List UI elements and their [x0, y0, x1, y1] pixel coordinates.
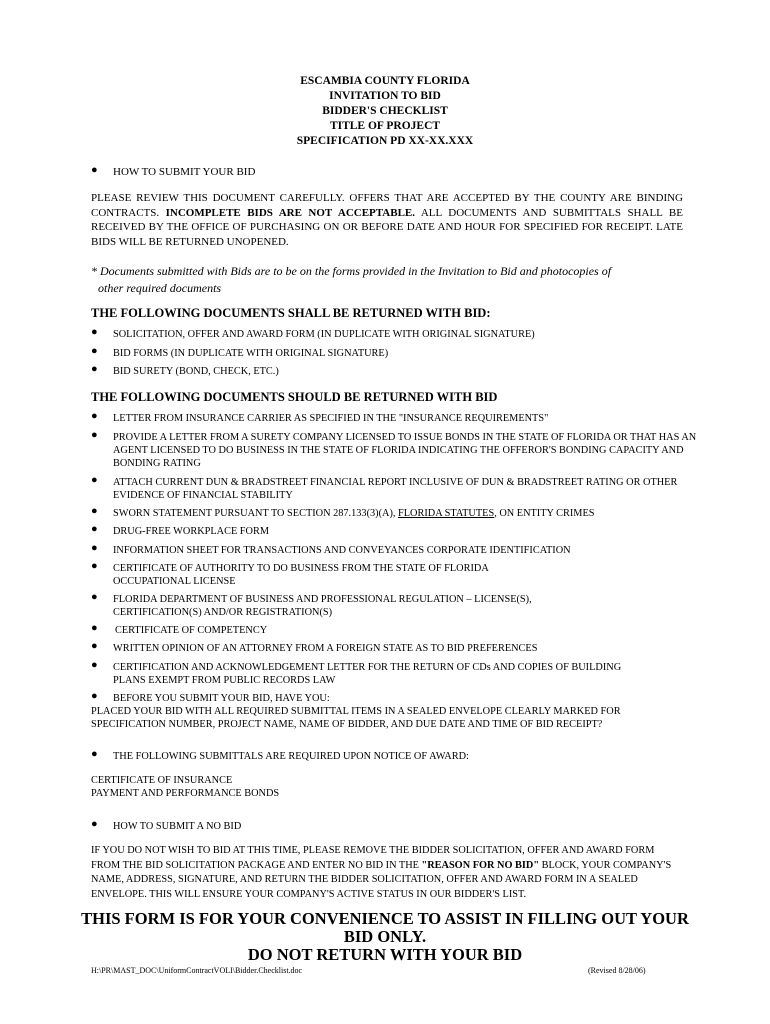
how-to-submit-heading: HOW TO SUBMIT YOUR BID: [113, 166, 256, 178]
list-item: LETTER FROM INSURANCE CARRIER AS SPECIFIED IN THE "INSURANCE REQUIREMENTS": [113, 413, 549, 424]
bullet-icon: ●: [91, 474, 98, 486]
header-checklist: BIDDER'S CHECKLIST: [322, 105, 448, 117]
list-item: ATTACH CURRENT DUN & BRADSTREET FINANCIAL REPORT INCLUSIVE OF DUN & BRADSTREET RATING OR OTHER EVIDENCE OF FINANCIAL STABILITY: [113, 477, 678, 501]
list-item: CERTIFICATE OF AUTHORITY TO DO BUSINESS FROM THE STATE OF FLORIDA OCCUPATIONAL LICENSE: [113, 563, 489, 587]
list-item: SOLICITATION, OFFER AND AWARD FORM (IN DUPLICATE WITH ORIGINAL SIGNATURE): [113, 329, 535, 340]
bullet-icon: ●: [91, 690, 98, 702]
file-path: H:\PR\MAST_DOC\UniformContractVOLI\Bidder.Checklist.doc: [91, 966, 303, 975]
reason-for-no-bid-label: "REASON FOR NO BID": [421, 859, 540, 871]
no-bid-heading: HOW TO SUBMIT A NO BID: [113, 821, 242, 832]
bullet-icon: ●: [91, 429, 98, 441]
florida-statutes-link[interactable]: FLORIDA STATUTES: [398, 508, 495, 519]
bullet-icon: ●: [91, 326, 98, 338]
bullet-icon: ●: [91, 560, 98, 572]
footer-bid-only: BID ONLY.: [343, 927, 427, 946]
bullet-icon: ●: [91, 363, 98, 375]
revision-date: (Revised 8/28/06): [588, 966, 646, 975]
footer-notice: [0, 910, 770, 964]
bullet-icon: ●: [91, 659, 98, 671]
list-item: INFORMATION SHEET FOR TRANSACTIONS AND CONVEYANCES CORPORATE IDENTIFICATION: [113, 545, 571, 556]
list-item: WRITTEN OPINION OF AN ATTORNEY FROM A FOREIGN STATE AS TO BID PREFERENCES: [113, 643, 538, 654]
list-item: SWORN STATEMENT PURSUANT TO SECTION 287.133(3)(A), FLORIDA STATUTES, ON ENTITY CRIMES: [113, 508, 595, 519]
header-project-title: TITLE OF PROJECT: [329, 120, 441, 132]
document-title: [0, 74, 770, 149]
bullet-icon: ●: [91, 542, 98, 554]
bullet-icon: ●: [91, 591, 98, 603]
documents-note: * Documents submitted with Bids are to be on the forms provided in the Invitation to Bid and photocopies of other required documents: [91, 264, 612, 295]
list-item: CERTIFICATE OF COMPETENCY: [115, 625, 268, 636]
should-heading: THE FOLLOWING DOCUMENTS SHOULD BE RETURNED WITH BID: [91, 390, 498, 404]
footer-convenience: THIS FORM IS FOR YOUR CONVENIENCE TO ASSIST IN FILLING OUT YOUR: [81, 909, 689, 928]
no-bid-paragraph: IF YOU DO NOT WISH TO BID AT THIS TIME, PLEASE REMOVE THE BIDDER SOLICITATION, OFFER AND AWARD FORM FROM THE BID SOLICITATION PACKAGE AND ENTER NO BID IN THE "REASON FOR NO BID" BLOCK, YOUR COMPANY'S NAME, ADDRESS, SIGNATURE, AND RETURN THE BIDDER SOLICITATION, OFFER AND AWARD FORM IN A SEALED ENVELOPE. THIS WILL ENSURE YOUR COMPANY'S ACTIVE STATUS IN OUR BIDDER'S LIST.: [91, 845, 672, 900]
bullet-icon: ●: [91, 505, 98, 517]
placed-bid-question: PLACED YOUR BID WITH ALL REQUIRED SUBMITTAL ITEMS IN A SEALED ENVELOPE CLEARLY MARKED FOR SPECIFICATION NUMBER, PROJECT NAME, NAME OF BIDDER, AND DUE DATE AND TIME OF BID RECEIPT?: [91, 706, 621, 731]
bullet-icon: ●: [91, 164, 98, 176]
list-item: FLORIDA DEPARTMENT OF BUSINESS AND PROFESSIONAL REGULATION – LICENSE(S), CERTIFICATION(S) AND/OR REGISTRATION(S): [113, 594, 532, 618]
bullet-icon: ●: [91, 410, 98, 422]
footer-do-not-return: DO NOT RETURN WITH YOUR BID: [247, 945, 523, 964]
bullet-icon: ●: [91, 345, 98, 357]
review-paragraph: PLEASE REVIEW THIS DOCUMENT CAREFULLY. OFFERS THAT ARE ACCEPTED BY THE COUNTY ARE BINDING CONTRACTS. INCOMPLETE BIDS ARE NOT ACCEPTABLE. ALL DOCUMENTS AND SUBMITTALS SHALL BE RECEIVED BY THE OFFICE OF PURCHASING ON OR BEFORE DATE AND HOUR FOR SPECIFIED FOR RECEIPT. LATE BIDS WILL BE RETURNED UNOPENED.: [91, 192, 683, 248]
list-item: BID SURETY (BOND, CHECK, ETC.): [113, 366, 279, 377]
incomplete-bids-warning: INCOMPLETE BIDS ARE NOT ACCEPTABLE.: [165, 206, 415, 219]
bullet-icon: ●: [91, 523, 98, 535]
bullet-icon: ●: [91, 748, 98, 760]
header-invitation: INVITATION TO BID: [329, 90, 441, 102]
award-items: [91, 774, 691, 801]
list-item: CERTIFICATION AND ACKNOWLEDGEMENT LETTER FOR THE RETURN OF CDs AND COPIES OF BUILDING PLANS EXEMPT FROM PUBLIC RECORDS LAW: [113, 662, 622, 686]
list-item: PAYMENT AND PERFORMANCE BONDS: [91, 788, 280, 800]
header-county: ESCAMBIA COUNTY FLORIDA: [300, 75, 470, 87]
header-specification: SPECIFICATION PD XX-XX.XXX: [296, 135, 474, 147]
bullet-icon: ●: [91, 640, 98, 652]
bullet-icon: ●: [91, 622, 98, 634]
list-item: DRUG-FREE WORKPLACE FORM: [113, 526, 269, 537]
list-item: BEFORE YOU SUBMIT YOUR BID, HAVE YOU:: [113, 693, 330, 704]
award-submittals-heading: THE FOLLOWING SUBMITTALS ARE REQUIRED UPON NOTICE OF AWARD:: [113, 751, 469, 762]
bullet-icon: ●: [91, 818, 98, 830]
list-item: BID FORMS (IN DUPLICATE WITH ORIGINAL SIGNATURE): [113, 348, 389, 359]
list-item: CERTIFICATE OF INSURANCE: [91, 775, 233, 786]
shall-heading: THE FOLLOWING DOCUMENTS SHALL BE RETURNED WITH BID:: [91, 306, 491, 320]
list-item: PROVIDE A LETTER FROM A SURETY COMPANY LICENSED TO ISSUE BONDS IN THE STATE OF FLORIDA OR THAT HAS AN AGENT LICENSED TO DO BUSINESS IN THE STATE OF FLORIDA INDICATING THE OFFEROR'S BONDING CAPACITY AND BONDING RATING: [113, 432, 697, 469]
